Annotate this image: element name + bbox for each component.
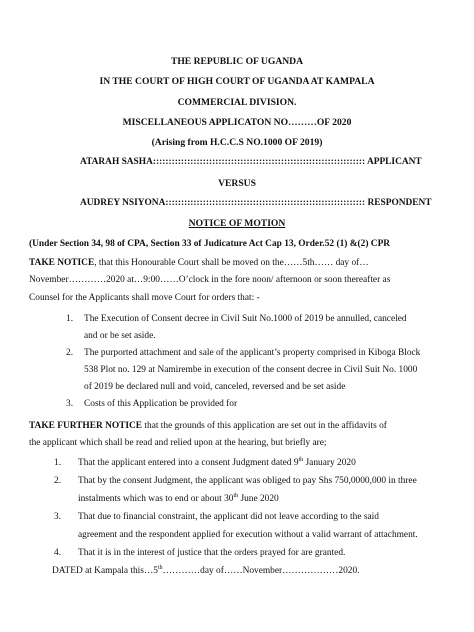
ordinal-suffix: th xyxy=(157,564,163,571)
court-heading: IN THE COURT OF HIGH COURT OF UGANDA AT KAMPALA xyxy=(99,76,375,87)
order-text: The purported attachment and sale of the applicant’s property comprised in Kiboga Block xyxy=(84,348,421,358)
dated-line xyxy=(52,566,360,576)
ground-text: That it is in the interest of justice that the orders prayed for are granted. xyxy=(78,548,346,558)
order-number: 1. xyxy=(66,314,74,324)
take-further-notice-lead: TAKE FURTHER NOTICE xyxy=(29,421,143,431)
republic-heading: THE REPUBLIC OF UGANDA xyxy=(170,56,304,67)
applicant-line: ATARAH SASHA:::::::::::::::::::::::::::::::::::::::::::::::::::::::::::::::::::: APPLICANT xyxy=(80,157,422,167)
notice-line-2: November…………2020 at…9:00……O’clock in the fore noon/ afternoon or soon thereafter as xyxy=(29,275,391,285)
order-text: of 2019 be declared null and void, canceled, reversed and be set aside xyxy=(84,382,346,392)
ground-text-part: That the applicant entered into a consent Judgment dated 9 xyxy=(78,458,299,468)
notice-line-1 xyxy=(29,258,369,268)
ground-text-part: June 2020 xyxy=(238,494,279,504)
application-number: MISCELLANEOUS APPLICATON NO………OF 2020 xyxy=(122,117,352,128)
further-notice-line-2: the applicant which shall be read and relied upon at the hearing, but briefly are; xyxy=(29,438,327,448)
ground-number: 2. xyxy=(54,476,62,486)
versus-label: VERSUS xyxy=(218,178,256,189)
ground-text xyxy=(78,458,356,468)
ground-number: 3. xyxy=(54,512,62,522)
notice-line-3: Counsel for the Applicants shall move Court for orders that: - xyxy=(29,293,260,303)
order-number: 2. xyxy=(66,348,74,358)
ground-text-part: January 2020 xyxy=(303,458,356,468)
ground-text: That by the consent Judgment, the applicant was obliged to pay Shs 750,0000,000 in three xyxy=(78,476,417,486)
ground-text: agreement and the respondent applied for execution without a valid warrant of attachment. xyxy=(78,530,418,540)
arising-from: (Arising from H.C.C.S NO.1000 OF 2019) xyxy=(151,137,323,148)
notice-line-1-text: , that this Honourable Court shall be moved on the……5th…… day of… xyxy=(94,258,369,268)
order-text: The Execution of Consent decree in Civil Suit No.1000 of 2019 be annulled, canceled xyxy=(84,314,407,324)
ground-number: 1. xyxy=(54,458,62,468)
document-title: NOTICE OF MOTION xyxy=(188,218,286,229)
further-notice-line-1 xyxy=(29,421,387,431)
ground-text-part: instalments which was to end or about 30 xyxy=(78,494,234,504)
order-text: 538 Plot no. 129 at Namirembe in execution of the consent decree in Civil Suit No. 1000 xyxy=(84,365,418,375)
division-heading: COMMERCIAL DIVISION. xyxy=(177,97,297,108)
further-notice-line-1-text: that the grounds of this application are set out in the affidavits of xyxy=(142,421,387,431)
ground-number: 4. xyxy=(54,548,62,558)
order-text: Costs of this Application be provided for xyxy=(84,399,238,409)
dated-text-part: DATED at Kampala this…5 xyxy=(52,566,158,576)
take-notice-lead: TAKE NOTICE xyxy=(29,258,95,268)
ordinal-suffix: th xyxy=(233,492,239,499)
ordinal-suffix: th xyxy=(298,456,304,463)
dated-text-part: …………day of……November………………2020. xyxy=(162,566,360,576)
order-text: and or be set aside. xyxy=(84,331,156,341)
legal-basis: (Under Section 34, 98 of CPA, Section 33 of Judicature Act Cap 13, Order.52 (1) &(2) CPR xyxy=(29,239,391,249)
order-number: 3. xyxy=(66,399,74,409)
respondent-line: AUDREY NSIYONA:::::::::::::::::::::::::::::::::::::::::::::::::::::::::::::::: RESPONDENT xyxy=(80,198,432,208)
ground-text: That due to financial constraint, the applicant did not leave according to the said xyxy=(78,512,379,522)
ground-text xyxy=(78,494,279,504)
